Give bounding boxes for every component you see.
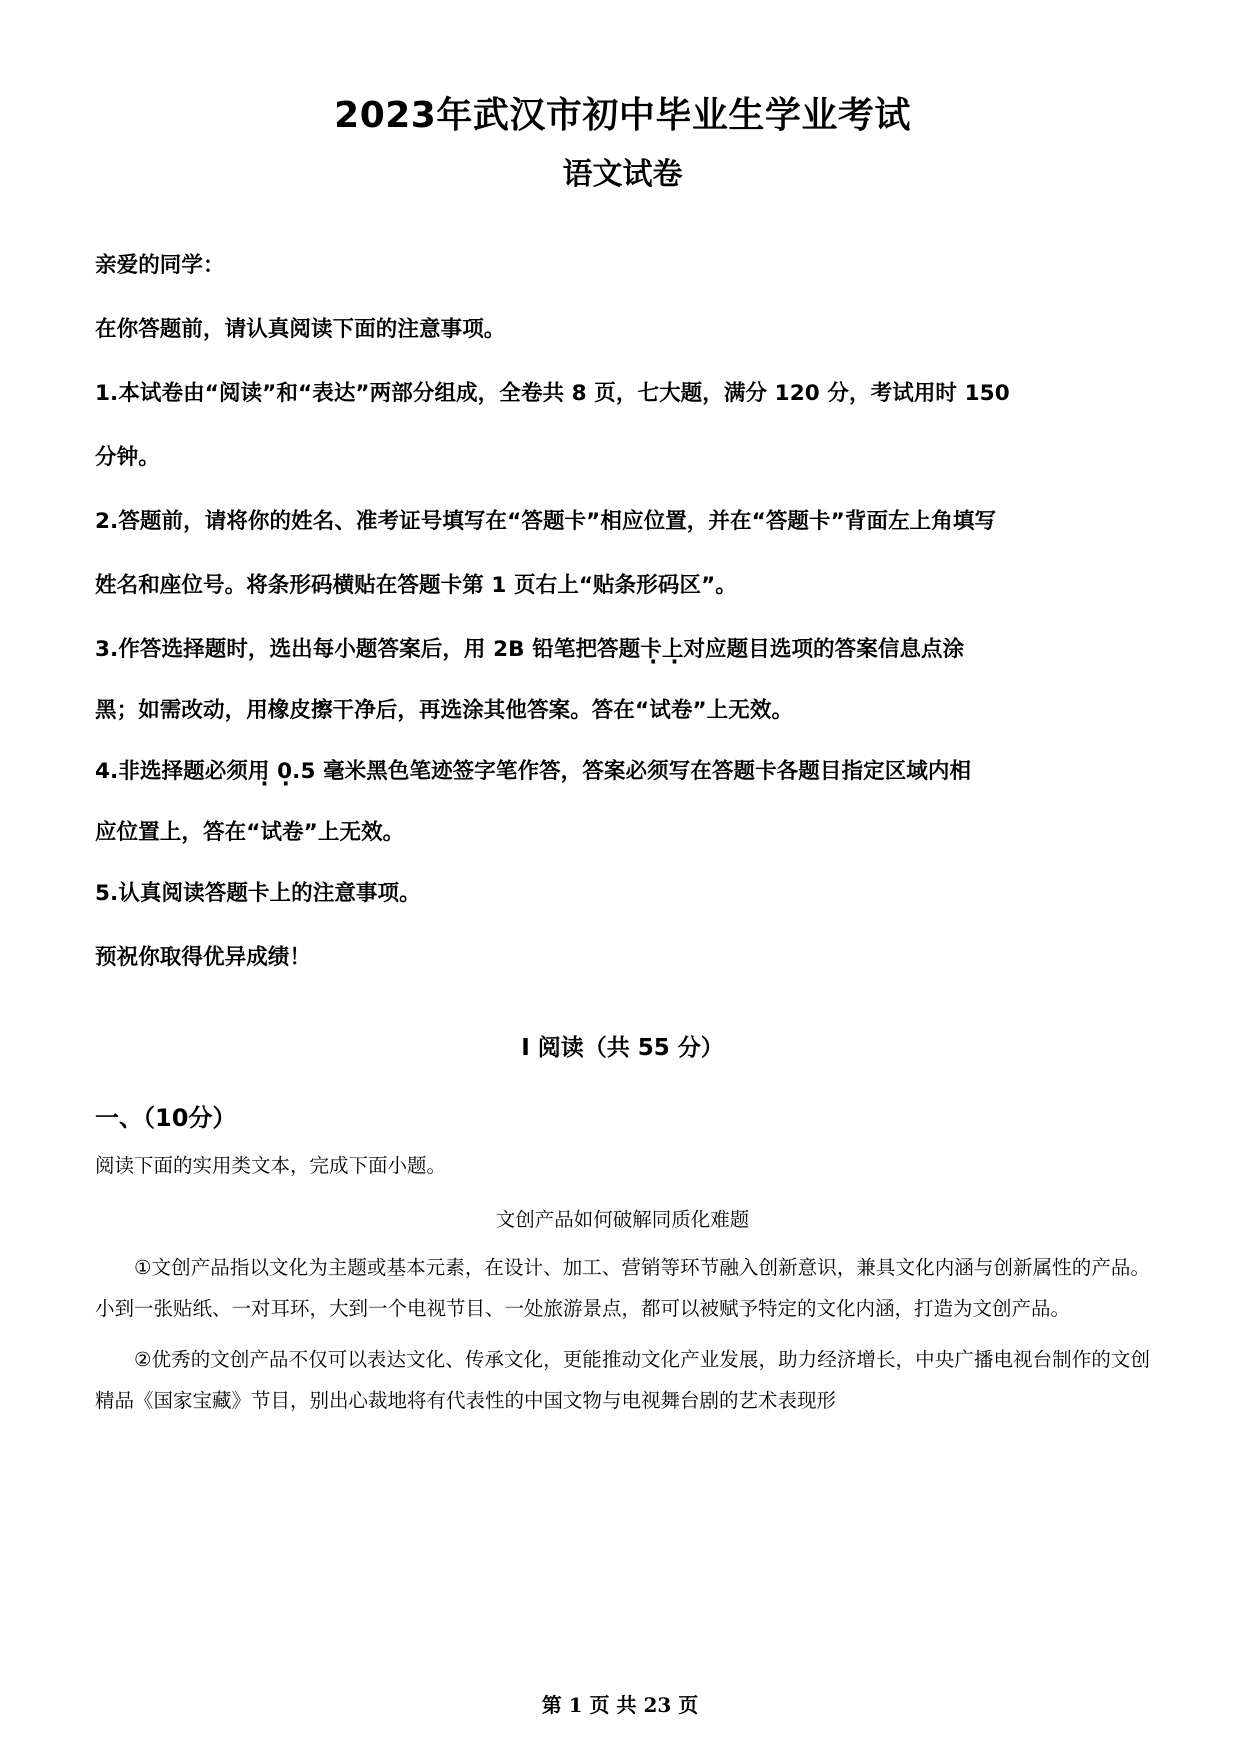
notice-block	[95, 234, 1150, 990]
notice-item-2-line-1: 2.答题前，请将你的姓名、准考证号填写在“答题卡”相应位置，并在“答题卡”背面左上角填写	[95, 508, 997, 534]
page-subtitle: 语文试卷	[562, 157, 683, 192]
section-heading-reading: Ⅰ 阅读（共 55 分）	[521, 1034, 724, 1061]
page-title: 2023年武汉市初中毕业生学业考试	[334, 95, 911, 136]
notice-intro: 在你答题前，请认真阅读下面的注意事项。	[95, 316, 506, 342]
notice-item-3-line-1: 3.作答选择题时，选出每小题答案后，用 2B 铅笔把答题卡上对应题目选项的答案信息点涂	[95, 636, 965, 662]
page-footer: 第 1 页 共 23 页	[541, 1693, 699, 1717]
question-group-heading: 一、（10分）	[95, 1103, 237, 1132]
question-instruction: 阅读下面的实用类文本，完成下面小题。	[95, 1154, 447, 1178]
article-title: 文创产品如何破解同质化难题	[495, 1208, 750, 1232]
article-paragraph-2: ②优秀的文创产品不仅可以表达文化、传承文化，更能推动文化产业发展，助力经济增长，中央广播电视台制作的文创精品《国家宝藏》节目，别出心裁地将有代表性的中国文物与电视舞台剧的艺术表现形	[95, 1348, 1150, 1413]
article-paragraph-1: ①文创产品指以文化为主题或基本元素，在设计、加工、营销等环节融入创新意识，兼具文化内涵与创新属性的产品。小到一张贴纸、一对耳环，大到一个电视节目、一处旅游景点，都可以被赋予特定的文化内涵，打造为文创产品。	[95, 1256, 1150, 1321]
notice-item-3-emphasis-dotted: · · · 试卷	[649, 682, 692, 740]
notice-item-2-line-2: 姓名和座位号。将条形码横贴在答题卡第 1 页右上“贴条形码区”。	[95, 572, 737, 598]
notice-item-3-text-after: ”上无效。	[692, 697, 794, 723]
notice-item-3-text-before: 黑；如需改动，用橡皮擦干净后，再选涂其他答案。答在“	[95, 697, 650, 723]
notice-item-4-line-2	[95, 804, 1150, 862]
notice-closing: 预祝你取得优异成绩！	[95, 944, 312, 970]
notice-item-1-line-1: 1.本试卷由“阅读”和“表达”两部分组成，全卷共 8 页，七大题，满分 120 分，考试用时 150	[95, 380, 1010, 406]
notice-item-5: 5.认真阅读答题卡上的注意事项。	[95, 880, 421, 906]
notice-item-4-line-1: 4.非选择题必须用 0.5 毫米黑色笔迹签字笔作答，答案必须写在答题卡各题目指定区域内相	[95, 758, 972, 784]
notice-item-4-emphasis-dotted: · · · 试卷	[260, 804, 303, 862]
notice-item-4-text-before: 应位置上，答在“	[95, 819, 261, 845]
page-content	[95, 0, 1150, 1421]
notice-salutation: 亲爱的同学：	[95, 252, 225, 278]
notice-item-4-text-after: ”上无效。	[303, 819, 405, 845]
notice-item-3-line-2	[95, 682, 1150, 740]
notice-item-1-line-2: 分钟。	[95, 444, 160, 470]
